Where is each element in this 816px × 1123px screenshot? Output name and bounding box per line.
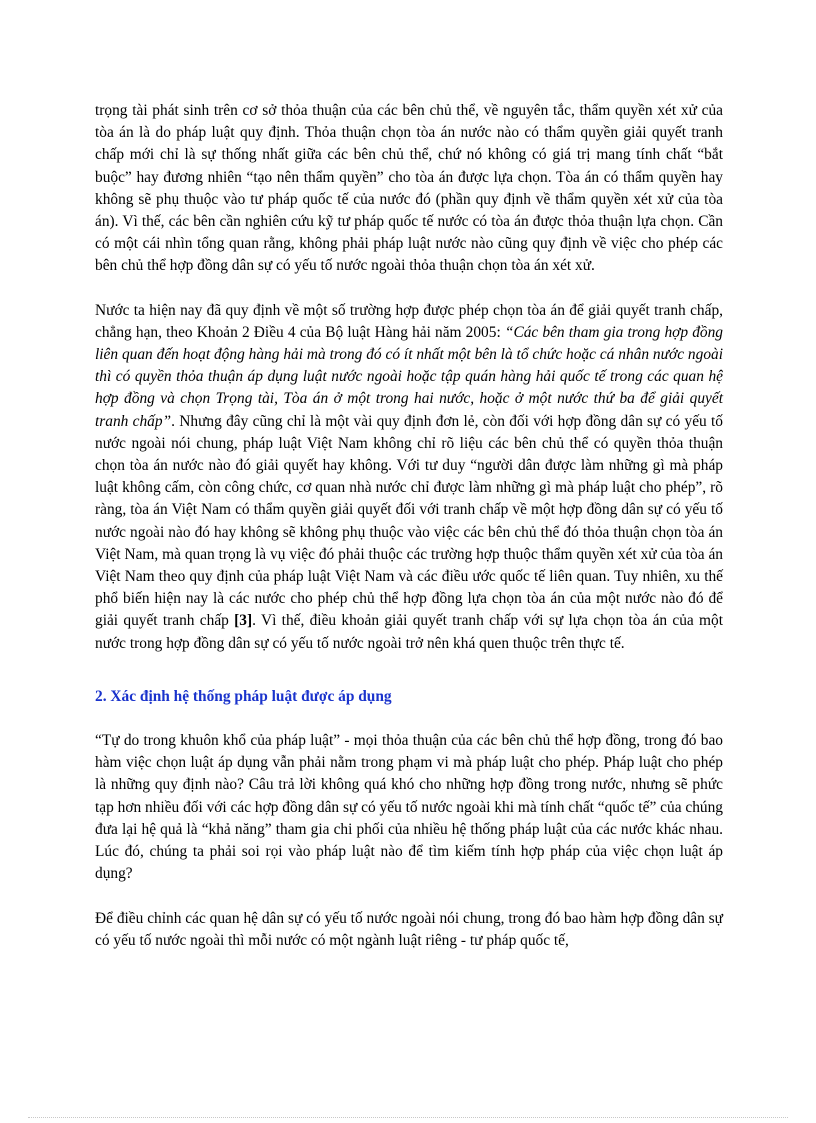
paragraph-gap (95, 278, 723, 300)
paragraph-gap (95, 886, 723, 908)
paragraph-freedom-of-contract: “Tự do trong khuôn khổ của pháp luật” - mọi thỏa thuận của các bên chủ thể hợp đồng, trong đó bao hàm việc chọn luật áp dụng vẫn phải nằm trong phạm vi mà pháp luật cho phép. Pháp luật cho phép là những quy định nào? Câu trả lời không quá khó cho những hợp đồng trong nước, nhưng sẽ phức tạp hơn nhiều đối với các hợp đồng dân sự có yếu tố nước ngoài khi mà tính chất “quốc tế” của chúng đưa lại hệ quả là “khả năng” tham gia chi phối của nhiều hệ thống pháp luật của các nước khác nhau. Lúc đó, chúng ta phải soi rọi vào pháp luật nào để tìm kiếm tính hợp pháp của việc chọn luật áp dụng? (95, 732, 723, 883)
maritime-code-quote: “Các bên tham gia trong hợp đồng liên quan đến hoạt động hàng hải mà trong đó có ít nhất một bên là tổ chức hoặc cá nhân nước ngoài thì có quyền thỏa thuận áp dụng luật nước ngoài hoặc tập quán hàng hải quốc tế trong các quan hệ hợp đồng và chọn Trọng tài, Tòa án ở một trong hai nước, hoặc ở một nước thứ ba để giải quyết tranh chấp” (95, 323, 723, 430)
citation-ref: [3] (234, 612, 253, 630)
paragraph-private-international-law: Để điều chỉnh các quan hệ dân sự có yếu tố nước ngoài nói chung, trong đó bao hàm hợp đồng dân sự có yếu tố nước ngoài thì mỗi nước có một ngành luật riêng - tư pháp quốc tế, (95, 909, 723, 949)
paragraph-gap (95, 708, 723, 730)
paragraph-maritime-law (95, 300, 723, 655)
section-heading: 2. Xác định hệ thống pháp luật được áp dụng (95, 687, 392, 705)
page-bottom-divider (28, 1117, 788, 1118)
section-gap (95, 655, 723, 686)
document-page (95, 100, 723, 952)
paragraph-text: . Nhưng đây cũng chỉ là một vài quy định đơn lẻ, còn đối với hợp đồng dân sự có yếu tố nước ngoài nói chung, pháp luật Việt Nam không chỉ rõ liệu các bên chủ thể có quyền thỏa thuận chọn tòa án nước nào đó giải quyết hay không. Với tư duy “người dân được làm những gì mà pháp luật không cấm, còn công chức, cơ quan nhà nước chỉ được làm những gì mà pháp luật cho phép”, rõ ràng, tòa án Việt Nam có thẩm quyền giải quyết đối với tranh chấp về một hợp đồng dân sự có yếu tố nước ngoài nào đó hay không sẽ không phụ thuộc vào việc các bên chủ thể đó thỏa thuận chọn tòa án Việt Nam, mà quan trọng là vụ việc đó phải thuộc các trường hợp thuộc thẩm quyền xét xử của tòa án Việt Nam theo quy định của pháp luật Việt Nam và các điều ước quốc tế liên quan. Tuy nhiên, xu thế phổ biến hiện nay là các nước cho phép chủ thể hợp đồng lựa chọn tòa án của một nước nào đó để giải quyết tranh chấp (95, 412, 723, 630)
paragraph-jurisdiction: trọng tài phát sinh trên cơ sở thỏa thuận của các bên chủ thể, về nguyên tắc, thẩm quyền xét xử của tòa án là do pháp luật quy định. Thỏa thuận chọn tòa án nước nào có thẩm quyền giải quyết tranh chấp mới chỉ là sự thống nhất giữa các bên chủ thể, chứ nó không có giá trị mang tính chất “bắt buộc” hay đương nhiên “tạo nên thẩm quyền” cho tòa án được lựa chọn. Tòa án có thẩm quyền hay không sẽ phụ thuộc vào tư pháp quốc tế của nước đó (phần quy định về thẩm quyền xét xử của tòa án). Vì thế, các bên cần nghiên cứu kỹ tư pháp quốc tế nước có tòa án được thỏa thuận lựa chọn. Cần có một cái nhìn tổng quan rằng, không phải pháp luật nước nào cũng quy định về việc cho phép các bên chủ thể hợp đồng dân sự có yếu tố nước ngoài thỏa thuận chọn tòa án xét xử. (95, 102, 723, 275)
paragraph-text: Nước ta hiện nay đã quy định về một số trường hợp được phép chọn tòa án để giải quyết tranh chấp, chẳng hạn, theo Khoản 2 Điều 4 của Bộ luật Hàng hải năm 2005: (95, 301, 723, 341)
paragraph-text: . Vì thế, điều khoản giải quyết tranh chấp với sự lựa chọn tòa án của một nước trong hợp đồng dân sự có yếu tố nước ngoài trở nên khá quen thuộc trên thực tế. (95, 612, 724, 652)
